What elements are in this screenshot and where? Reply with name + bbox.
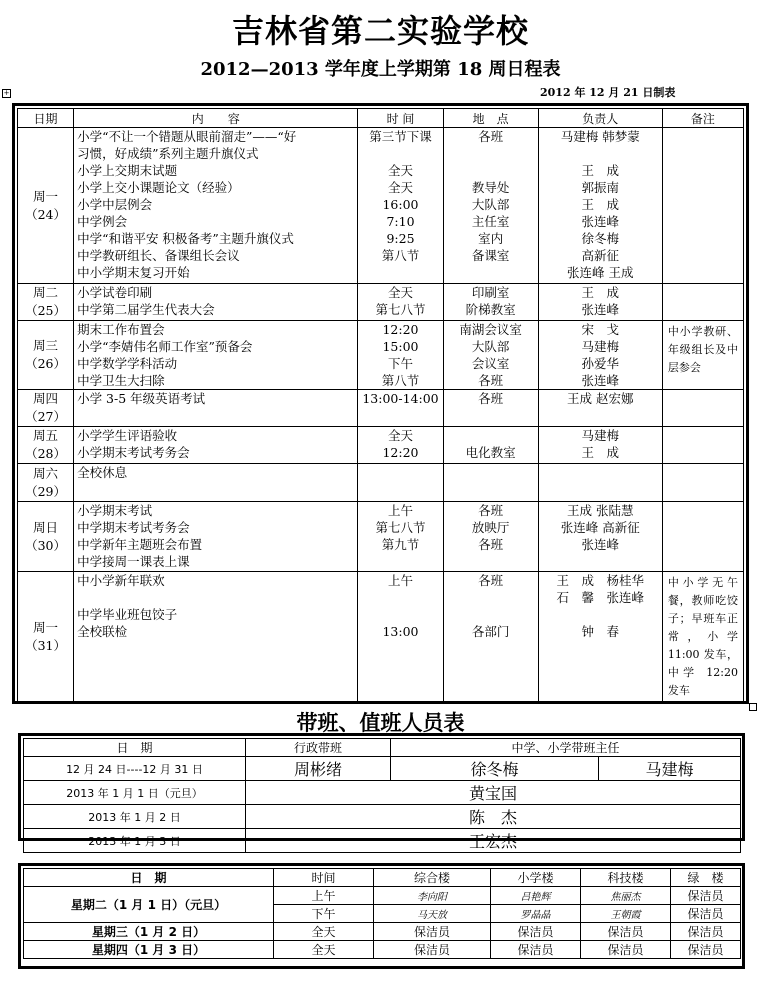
schedule-day (18, 502, 74, 572)
schedule-content: 中学卫生大扫除 (77, 373, 165, 388)
schedule-place: 大队部 (471, 339, 510, 354)
building-staff: 吕艳辉 (491, 887, 581, 905)
building-staff: 保洁员 (671, 905, 741, 923)
weekday-date: （25） (25, 303, 66, 318)
schedule-time: 15:00 (382, 339, 419, 354)
schedule-place-cell (443, 284, 538, 321)
schedule-place-cell (443, 464, 538, 502)
building-staff: 罗晶晶 (491, 905, 581, 923)
building-staff: 保洁员 (374, 923, 491, 941)
weekday-label: 周日 (33, 519, 59, 535)
schedule-place: 各部门 (471, 624, 510, 639)
schedule-time-cell (358, 128, 443, 284)
duty-date: 2013 年 1 月 3 日 (24, 829, 246, 853)
weekday-date: （24） (25, 206, 66, 222)
schedule-time: 16:00 (382, 197, 419, 212)
building-staff: 保洁员 (581, 923, 671, 941)
building-time: 全天 (274, 923, 374, 941)
weekly-schedule-table (17, 108, 744, 703)
schedule-time (361, 145, 439, 162)
building-duty-table (23, 868, 741, 959)
school-title: 吉林省第二实验学校 (231, 12, 529, 50)
building-time: 下午 (274, 905, 374, 923)
schedule-header-row (18, 109, 744, 128)
schedule-content: 小学“李婧伟名师工作室”预备会 (77, 339, 253, 354)
schedule-place: 备课室 (471, 248, 510, 263)
schedule-day (18, 572, 74, 703)
schedule-content: 小学“不让一个错题从眼前溜走”——“好 (77, 129, 297, 144)
schedule-content: 中学数学学科活动 (77, 356, 178, 371)
schedule-person: 张连峰 (581, 373, 620, 388)
building-row (24, 887, 741, 905)
schedule-place (447, 427, 535, 444)
building-staff: 保洁员 (491, 941, 581, 959)
schedule-content-cell (74, 464, 358, 502)
weekday-label: 周五 (33, 428, 59, 443)
weekday-label: 周一 (33, 620, 59, 635)
schedule-place: 阶梯教室 (465, 302, 516, 317)
schedule-time-cell (358, 390, 443, 427)
schedule-content-cell (74, 128, 358, 284)
building-header-lv: 绿 楼 (671, 869, 741, 887)
building-header-time: 时间 (274, 869, 374, 887)
schedule-content: 中学毕业班包饺子 (77, 607, 178, 622)
duty-admin-name: 王宏杰 (246, 829, 741, 853)
schedule-person: 郭振南 (581, 180, 620, 195)
schedule-note (662, 128, 743, 284)
schedule-content: 中学期末考试考务会 (77, 520, 190, 535)
duty-header-teachers: 中学、小学带班主任 (391, 739, 741, 757)
schedule-note: 中小学无午餐，教师吃饺子；早班车正常，小学 11:00 发车，中学 12:20 发车 (662, 572, 743, 703)
schedule-time: 全天 (388, 285, 414, 300)
schedule-time-cell (358, 572, 443, 703)
duty-admin-name: 周彬绪 (246, 757, 391, 781)
schedule-place: 主任室 (471, 214, 510, 229)
schedule-place: 教导处 (471, 180, 510, 195)
schedule-content: 小学 3-5 年级英语考试 (77, 391, 206, 406)
schedule-day (18, 128, 74, 284)
schedule-person: 王 成 (581, 445, 620, 460)
schedule-person: 王 成 杨桂华 (556, 573, 645, 588)
schedule-content: 中学接周一课表上课 (77, 554, 190, 569)
building-header-row (24, 869, 741, 887)
building-staff: 保洁员 (671, 923, 741, 941)
schedule-person: 钟 春 (581, 624, 620, 639)
schedule-time: 全天 (388, 428, 414, 443)
header-note: 备注 (662, 109, 743, 128)
weekday-date: （27） (25, 409, 66, 424)
duty-teacher-name: 马建梅 (599, 757, 741, 781)
schedule-place (447, 553, 535, 570)
schedule-place: 放映厅 (471, 520, 510, 535)
schedule-content: 中学教研组长、备课组长会议 (77, 248, 240, 263)
schedule-person: 宋 戈 (581, 322, 620, 337)
building-staff: 焦丽杰 (581, 887, 671, 905)
schedule-content-cell (74, 284, 358, 321)
schedule-day-row (18, 284, 744, 321)
duty-date: 2013 年 1 月 2 日 (24, 805, 246, 829)
schedule-place: 各班 (478, 537, 504, 552)
schedule-day-row (18, 502, 744, 572)
schedule-person: 马建梅 韩梦蒙 (560, 129, 640, 144)
building-header-xiaoxue: 小学楼 (491, 869, 581, 887)
schedule-place (447, 145, 535, 162)
schedule-place (447, 264, 535, 281)
weekday-date: （28） (25, 446, 66, 461)
header-place: 地 点 (443, 109, 538, 128)
weekday-label: 周六 (33, 465, 59, 481)
weekday-date: （31） (25, 638, 66, 653)
schedule-place: 大队部 (471, 197, 510, 212)
building-header-keji: 科技楼 (581, 869, 671, 887)
schedule-person: 张连峰 王成 (567, 265, 634, 280)
schedule-person: 王 成 (581, 197, 620, 212)
schedule-place: 各班 (478, 129, 504, 144)
schedule-place: 各班 (478, 391, 504, 406)
building-staff: 保洁员 (671, 887, 741, 905)
schedule-place: 各班 (478, 373, 504, 388)
schedule-day (18, 284, 74, 321)
duty-row (24, 757, 741, 781)
schedule-place: 南湖会议室 (459, 322, 522, 337)
schedule-content-cell (74, 572, 358, 703)
schedule-place: 各班 (478, 503, 504, 518)
weekday-date: （29） (25, 483, 66, 499)
schedule-time: 13:00 (382, 624, 419, 639)
duty-header-admin: 行政带班 (246, 739, 391, 757)
schedule-content: 习惯，好成绩”系列主题升旗仪式 (77, 146, 259, 161)
schedule-content-cell (74, 502, 358, 572)
schedule-day-row (18, 390, 744, 427)
schedule-content: 中学“和谐平安 积极备考”主题升旗仪式 (77, 231, 294, 246)
building-staff: 保洁员 (671, 941, 741, 959)
weekday-label: 周三 (33, 338, 59, 353)
duty-roster-frame (18, 733, 745, 851)
schedule-person: 王 成 (581, 163, 620, 178)
schedule-time: 全天 (388, 163, 414, 178)
schedule-content: 中学第二届学生代表大会 (77, 302, 215, 317)
schedule-time: 7:10 (386, 214, 415, 229)
building-header-date: 日 期 (24, 869, 274, 887)
schedule-place: 电化教室 (465, 445, 516, 460)
schedule-place-cell (443, 427, 538, 464)
schedule-note (662, 502, 743, 572)
weekday-date: （30） (25, 537, 66, 553)
schedule-time: 上午 (388, 573, 414, 588)
duty-header-date: 日 期 (24, 739, 246, 757)
schedule-day-row (18, 464, 744, 502)
schedule-note (662, 427, 743, 464)
schedule-time (361, 264, 439, 281)
schedule-person: 徐冬梅 (581, 231, 620, 246)
made-date: 2012 年 12 月 21 日制表 (540, 86, 676, 99)
schedule-content: 小学上交小课题论文（经验） (77, 180, 240, 195)
schedule-content: 中学例会 (77, 214, 128, 229)
header-content: 内 容 (74, 109, 358, 128)
schedule-day-row (18, 572, 744, 703)
schedule-person: 石 馨 张连峰 (556, 590, 645, 605)
schedule-place: 印刷室 (471, 285, 510, 300)
schedule-note (662, 284, 743, 321)
duty-row (24, 781, 741, 805)
schedule-person: 王成 张陆慧 (567, 503, 634, 518)
building-staff: 王朝霞 (581, 905, 671, 923)
schedule-person: 孙爱华 (581, 356, 620, 371)
schedule-time: 第八节 (381, 248, 420, 263)
building-row (24, 941, 741, 959)
building-staff: 保洁员 (374, 941, 491, 959)
schedule-day (18, 464, 74, 502)
schedule-subtitle: 2012—2013 学年度上学期第 18 周日程表 (200, 59, 561, 80)
building-duty-frame (18, 863, 745, 969)
schedule-person-cell (538, 284, 662, 321)
schedule-day (18, 427, 74, 464)
schedule-time: 第八节 (381, 373, 420, 388)
schedule-note (662, 464, 743, 502)
schedule-day (18, 390, 74, 427)
weekday-label: 周一 (33, 188, 59, 204)
schedule-person (542, 464, 659, 481)
schedule-person (542, 145, 659, 162)
schedule-time: 全天 (388, 180, 414, 195)
schedule-content-cell (74, 390, 358, 427)
schedule-content: 小学试卷印刷 (77, 285, 153, 300)
duty-title: 带班、值班人员表 (296, 710, 465, 735)
schedule-day-row (18, 321, 744, 390)
schedule-time (361, 589, 439, 606)
schedule-place-cell (443, 502, 538, 572)
schedule-person-cell (538, 572, 662, 703)
schedule-content: 小学期末考试 (77, 503, 153, 518)
building-date: 星期四（1 月 3 日） (24, 941, 274, 959)
schedule-person-cell (538, 321, 662, 390)
schedule-person: 张连峰 (581, 537, 620, 552)
duty-roster-table (23, 738, 741, 853)
schedule-person-cell (538, 427, 662, 464)
schedule-place (447, 606, 535, 623)
schedule-person: 马建梅 (581, 339, 620, 354)
building-row (24, 923, 741, 941)
schedule-person: 张连峰 高新征 (560, 520, 640, 535)
building-time: 全天 (274, 941, 374, 959)
building-staff: 保洁员 (491, 923, 581, 941)
schedule-note: 中小学教研、年级组长及中层参会 (662, 321, 743, 390)
schedule-person-cell (538, 390, 662, 427)
duty-row (24, 805, 741, 829)
schedule-place (447, 162, 535, 179)
schedule-time: 12:20 (382, 445, 419, 460)
schedule-person: 张连峰 (581, 214, 620, 229)
schedule-place: 会议室 (471, 356, 510, 371)
schedule-place-cell (443, 572, 538, 703)
schedule-place-cell (443, 390, 538, 427)
schedule-content: 全校休息 (77, 465, 128, 480)
schedule-content: 中小学期末复习开始 (77, 265, 190, 280)
duty-date: 12 月 24 日----12 月 31 日 (24, 757, 246, 781)
schedule-content: 小学中层例会 (77, 197, 153, 212)
building-date: 星期二（1 月 1 日）（元旦） (24, 887, 274, 923)
schedule-place-cell (443, 321, 538, 390)
schedule-time: 上午 (388, 503, 414, 518)
building-staff: 保洁员 (581, 941, 671, 959)
header-date: 日期 (18, 109, 74, 128)
schedule-time-cell (358, 502, 443, 572)
schedule-person: 马建梅 (581, 428, 620, 443)
duty-admin-name: 黄宝国 (246, 781, 741, 805)
schedule-time: 12:20 (382, 322, 419, 337)
schedule-person-cell (538, 128, 662, 284)
schedule-person-cell (538, 502, 662, 572)
building-header-zonghe: 综合楼 (374, 869, 491, 887)
weekday-label: 周二 (33, 285, 59, 300)
duty-teacher-name: 徐冬梅 (391, 757, 599, 781)
schedule-place-cell (443, 128, 538, 284)
schedule-person-cell (538, 464, 662, 502)
schedule-time-cell (358, 321, 443, 390)
header-person: 负责人 (538, 109, 662, 128)
schedule-content: 小学上交期末试题 (77, 163, 178, 178)
schedule-time-cell (358, 284, 443, 321)
schedule-person: 王成 赵宏娜 (567, 391, 634, 406)
weekday-date: （26） (25, 356, 66, 371)
schedule-time-cell (358, 427, 443, 464)
schedule-day (18, 321, 74, 390)
schedule-content (77, 589, 354, 606)
schedule-time: 第九节 (381, 537, 420, 552)
schedule-content: 小学期末考试考务会 (77, 445, 190, 460)
schedule-content: 小学学生评语验收 (77, 428, 178, 443)
schedule-person: 王 成 (581, 285, 620, 300)
duty-admin-name: 陈 杰 (246, 805, 741, 829)
schedule-day-row (18, 128, 744, 284)
schedule-content: 全校联检 (77, 624, 128, 639)
building-time: 上午 (274, 887, 374, 905)
schedule-time: 下午 (388, 356, 414, 371)
building-date: 星期三（1 月 2 日） (24, 923, 274, 941)
schedule-place: 各班 (478, 573, 504, 588)
schedule-place (447, 464, 535, 481)
duty-row (24, 829, 741, 853)
building-staff: 马天放 (374, 905, 491, 923)
schedule-time-cell (358, 464, 443, 502)
schedule-person (542, 606, 659, 623)
schedule-note (662, 390, 743, 427)
schedule-content-cell (74, 321, 358, 390)
schedule-time (361, 464, 439, 481)
header-time: 时 间 (358, 109, 443, 128)
duty-header-row (24, 739, 741, 757)
schedule-content: 期末工作布置会 (77, 322, 165, 337)
schedule-person (542, 553, 659, 570)
schedule-time: 第七八节 (375, 302, 426, 317)
schedule-time: 第三节下课 (369, 129, 432, 144)
schedule-time (361, 553, 439, 570)
weekly-schedule-frame (12, 103, 749, 704)
schedule-time: 第七八节 (375, 520, 426, 535)
weekday-label: 周四 (33, 391, 59, 406)
table-move-handle-icon[interactable]: + (3, 89, 10, 97)
schedule-content-cell (74, 427, 358, 464)
schedule-place (447, 589, 535, 606)
schedule-time: 9:25 (386, 231, 415, 246)
schedule-person: 高新征 (581, 248, 620, 263)
schedule-person: 张连峰 (581, 302, 620, 317)
schedule-time (361, 606, 439, 623)
duty-date: 2013 年 1 月 1 日（元旦） (24, 781, 246, 805)
schedule-day-row (18, 427, 744, 464)
schedule-content: 中学新年主题班会布置 (77, 537, 203, 552)
schedule-place: 室内 (478, 231, 504, 246)
building-staff: 李向阳 (374, 887, 491, 905)
schedule-content: 中小学新年联欢 (77, 573, 165, 588)
schedule-time: 13:00-14:00 (362, 391, 439, 406)
